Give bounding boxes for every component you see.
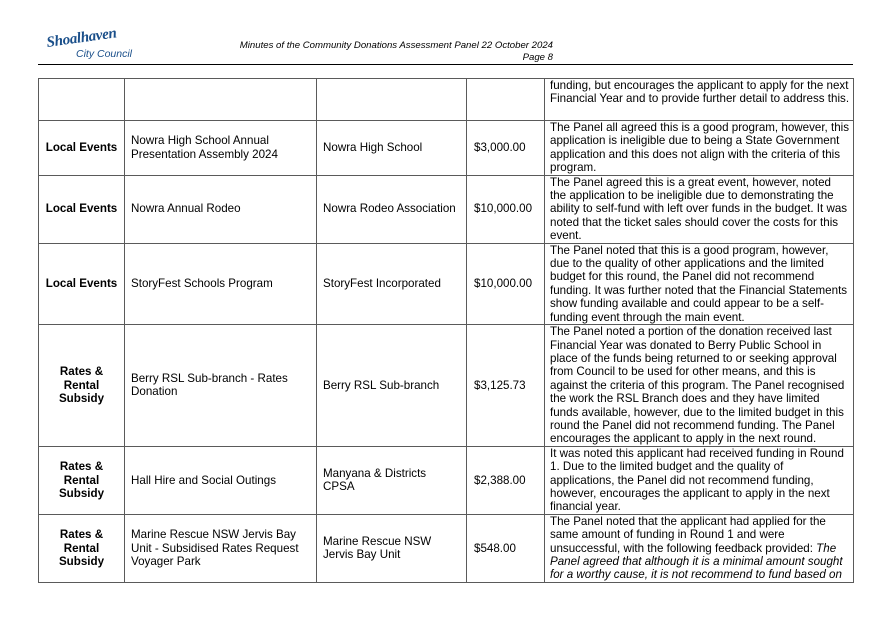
- table-row: [39, 243, 854, 324]
- project-cell: [125, 446, 317, 514]
- donations-table: [38, 78, 854, 583]
- category-text: Rates & Rental Subsidy: [58, 365, 105, 406]
- amount-text: $10,000.00: [474, 202, 533, 216]
- comment-cell: [545, 325, 854, 447]
- organisation-cell: [317, 175, 467, 243]
- page-number: Page 8: [522, 52, 553, 63]
- amount-cell: [467, 175, 545, 243]
- project-cell: [125, 175, 317, 243]
- organisation-text: Nowra High School: [323, 141, 423, 155]
- category-text: Rates & Rental Subsidy: [58, 460, 105, 500]
- organisation-cell: [317, 243, 467, 324]
- logo-wordmark: Shoalhaven: [45, 25, 118, 52]
- amount-cell: [467, 325, 545, 447]
- category-cell: [39, 175, 125, 243]
- comment-cell: [545, 121, 854, 176]
- comment-cell: [545, 175, 854, 243]
- project-text: Berry RSL Sub-branch - Rates Donation: [131, 372, 288, 399]
- category-cell: [39, 243, 125, 324]
- table-row: [39, 175, 854, 243]
- comment-text: The Panel all agreed this is a good program, however, this application is ineligible due to being a State Government application and this does not align with the criteria of this program.: [550, 121, 850, 175]
- amount-text: $2,388.00: [474, 473, 526, 487]
- amount-text: $548.00: [474, 541, 516, 555]
- organisation-cell: [317, 446, 467, 514]
- comment-cell: [545, 446, 854, 514]
- comment-cell: [545, 243, 854, 324]
- comment-text: The Panel noted that the applicant had applied for the same amount of funding in Round 1 and were unsuccessful, with the following feedback provided:: [550, 514, 826, 555]
- category-cell: [39, 121, 125, 176]
- project-text: Hall Hire and Social Outings: [131, 473, 276, 487]
- amount-cell: [467, 446, 545, 514]
- amount-text: $3,125.73: [474, 378, 526, 392]
- project-text: Nowra High School Annual Presentation Assembly 2024: [131, 134, 278, 161]
- category-cell: [39, 325, 125, 447]
- project-text: Marine Rescue NSW Jervis Bay Unit - Subsidised Rates Request Voyager Park: [131, 528, 299, 568]
- project-text: StoryFest Schools Program: [131, 277, 273, 291]
- project-cell: [125, 514, 317, 582]
- project-cell: [125, 121, 317, 176]
- category-text: Rates & Rental Subsidy: [58, 528, 105, 568]
- organisation-text: Marine Rescue NSW Jervis Bay Unit: [323, 534, 432, 562]
- table-row: [39, 325, 854, 447]
- category-text: Local Events: [45, 277, 118, 291]
- project-cell: [125, 325, 317, 447]
- table-row: [39, 79, 854, 121]
- comment-cell: [545, 514, 854, 582]
- table-row: [39, 514, 854, 582]
- table-row: [39, 446, 854, 514]
- amount-text: $10,000.00: [474, 277, 533, 291]
- amount-cell: [467, 121, 545, 176]
- organisation-cell: [317, 514, 467, 582]
- amount-cell: [467, 79, 545, 121]
- comment-text: The Panel agreed this is a great event, however, noted the application to be ineligible due to demonstrating the ability to self-fund with left over funds in the budget. It was noted that the ticket sales should cover the costs for this event.: [550, 175, 848, 243]
- header-divider: [38, 64, 853, 65]
- amount-text: $3,000.00: [474, 141, 526, 155]
- comment-text: It was noted this applicant had received funding in Round 1. Due to the limited budget and the quality of applications, the Panel did not recommend funding, however, encourages the applicant to apply in the next financial year.: [550, 446, 844, 514]
- organisation-text: Nowra Rodeo Association: [323, 202, 456, 216]
- comment-text: The Panel noted a portion of the donation received last Financial Year was donated to Berry Public School in place of the funds being returned to or seeking approval from Council to be used for other means, and this is against the criteria of this program. The Panel recognised the work the RSL Branch does and they have limited funds available, however, due to the limited budget in this round the Panel did not recommend funding. The Panel encourages the applicant to apply in the next round.: [550, 325, 845, 446]
- document-title: Minutes of the Community Donations Assessment Panel 22 October 2024: [239, 40, 553, 51]
- project-cell: [125, 243, 317, 324]
- project-cell: [125, 79, 317, 121]
- category-text: Local Events: [45, 141, 118, 155]
- table-row: [39, 121, 854, 176]
- category-cell: [39, 446, 125, 514]
- comment-text: funding, but encourages the applicant to apply for the next Financial Year and to provide further detail to address this.: [550, 79, 850, 106]
- comment-quote-text: The Panel agreed that although it is a minimal amount sought for a worthy cause, it is not recommend to fund based on: [550, 541, 843, 582]
- organisation-cell: [317, 121, 467, 176]
- project-text: Nowra Annual Rodeo: [131, 202, 241, 216]
- table-body: [39, 79, 854, 583]
- comment-text: The Panel noted that this is a good program, however, due to the quality of other applications and the limited budget for this round, the Panel did not recommend funding. It was further noted that the Financial Statements show funding available and could appear to be a self-funding event through the main event.: [550, 243, 848, 324]
- organisation-text: Manyana & Districts CPSA: [323, 466, 427, 494]
- organisation-cell: [317, 325, 467, 447]
- category-cell: [39, 514, 125, 582]
- category-text: Local Events: [45, 202, 118, 216]
- organisation-cell: [317, 79, 467, 121]
- comment-cell: [545, 79, 854, 121]
- logo-subtitle: City Council: [76, 48, 133, 60]
- amount-cell: [467, 514, 545, 582]
- amount-cell: [467, 243, 545, 324]
- category-cell: [39, 79, 125, 121]
- council-logo: [45, 25, 146, 65]
- organisation-text: StoryFest Incorporated: [323, 277, 441, 291]
- organisation-text: Berry RSL Sub-branch: [323, 378, 440, 392]
